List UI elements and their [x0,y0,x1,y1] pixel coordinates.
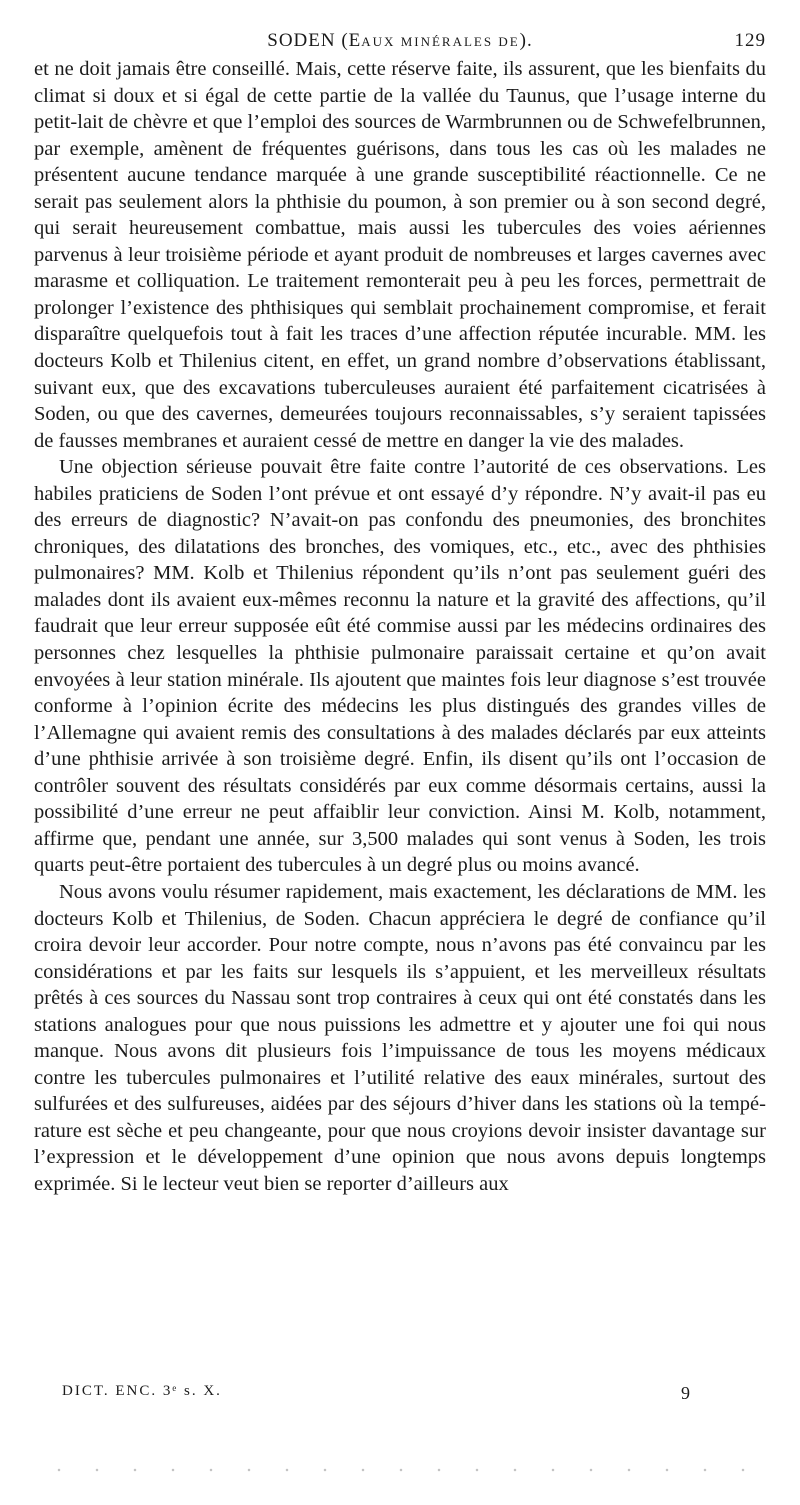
page-number: 129 [734,30,766,51]
running-title-close: ). [519,30,533,51]
body-text [34,56,766,1198]
running-title-smallcaps: AUX MINÉRALES DE [361,34,520,49]
paragraph-1: et ne doit jamais être conseillé. Mais, cette réserve faite, ils assurent, que les bienfaits du climat si doux et si égal de cette partie de la vallée du Taunus, que l’usage interne du petit-lait de chèvre et que l’emploi des sources de Warmbrunnen ou de Schwefelbrunnen, par exemple, amènent de fréquentes guérisons, dans tous les cas où les malades ne présentent aucune tendance marquée à une grande susceptibilité réactionnelle. Ce ne serait pas seulement alors la phthisie du poumon, à son premier ou à son second degré, qui serait heureusement combattue, mais aussi les tubercules des voies aériennes parvenus à leur troisième période et ayant produit de nombreuses et larges cavernes avec marasme et colliquation. Le traitement remonterait peu à peu les forces, permettrait de prolonger l’existence des phthisiques qui semblait prochainement compromise, et ferait disparaître quelquefois tout à fait les traces d’une affection réputée incurable. MM. les docteurs Kolb et Thilenius citent, en effet, un grand nombre d’observations établissant, suivant eux, que des excavations tuberculeuses auraient été parfaitement cicatrisées à Soden, ou que des cavernes, demeurées toujours reconnaissables, s’y seraient tapissées de fausses membranes et auraient cessé de mettre en danger la vie des malades. [34,58,766,452]
signature-mark: DICT. ENC. 3ᵉ s. X. [62,1383,222,1399]
signature-number: 9 [681,1383,692,1403]
paragraph-2: Une objection sérieuse pouvait être faite contre l’autorité de ces observations. Les habiles praticiens de Soden l’ont prévue et ont essayé d’y répondre. N’y avait-il pas eu des erreurs de diagnostic? N’avait-on pas confondu des pneumonies, des bronchites chroniques, des dilatations des bronches, des vomiques, etc., etc., avec des phthisies pulmonaires? MM. Kolb et Thilenius répondent qu’ils n’ont pas seulement guéri des malades dont ils avaient eux-mêmes reconnu la nature et la gravité des affections, qu’il faudrait que leur erreur supposée eût été commise aussi par les médecins ordinaires des personnes chez lesquelles la phthisie pulmonaire paraissait certaine et qu’on avait envoyées à leur station minérale. Ils ajoutent que maintes fois leur diagnose s’est trouvée conforme à l’opinion écrite des médecins les plus distingués des grandes villes de l’Allemagne qui avaient remis des consultations à des malades déclarés par eux atteints d’une phthisie arrivée à son troisième degré. Enfin, ils disent qu’ils ont l’occasion de contrôler souvent des résultats considérés par eux comme désormais certains, aussi la possibilité d’une erreur ne peut affaiblir leur conviction. Ainsi M. Kolb, notamment, affirme que, pendant une année, sur 3,500 malades qui sont venus à Soden, les trois quarts peut-être portaient des tubercules à un degré plus ou moins avancé. [34,456,766,877]
bleed-through-artifact [40,1468,760,1472]
page [34,30,766,1198]
running-title-main: SODEN [267,30,336,51]
running-head [34,30,766,56]
running-title-open: (E [341,30,362,51]
paragraph-3: Nous avons voulu résumer rapidement, mais exactement, les déclarations de MM. les docteurs Kolb et Thilenius, de Soden. Chacun appréciera le degré de confiance qu’il croira devoir leur accorder. Pour notre compte, nous n’avons pas été convaincu par les considérations et par les faits sur lesquels ils s’appuient, et les merveilleux résultats prêtés à ces sources du Nassau sont trop contraires à ceux qui ont été constatés dans les stations analogues pour que nous puissions les admettre et y ajouter une foi qui nous manque. Nous avons dit plusieurs fois l’impuissance de tous les moyens médicaux contre les tubercules pulmonaires et l’utilité relative des eaux minérales, surtout des sulfurées et des sulfureuses, aidées par des séjours d’hiver dans les stations où la température est sèche et peu changeante, pour que nous croyions devoir insister davantage sur l’expression et le développement d’une opinion que nous avons depuis longtemps exprimée. Si le lecteur veut bien se reporter d’ailleurs aux [34,880,766,1195]
running-title [34,30,766,52]
